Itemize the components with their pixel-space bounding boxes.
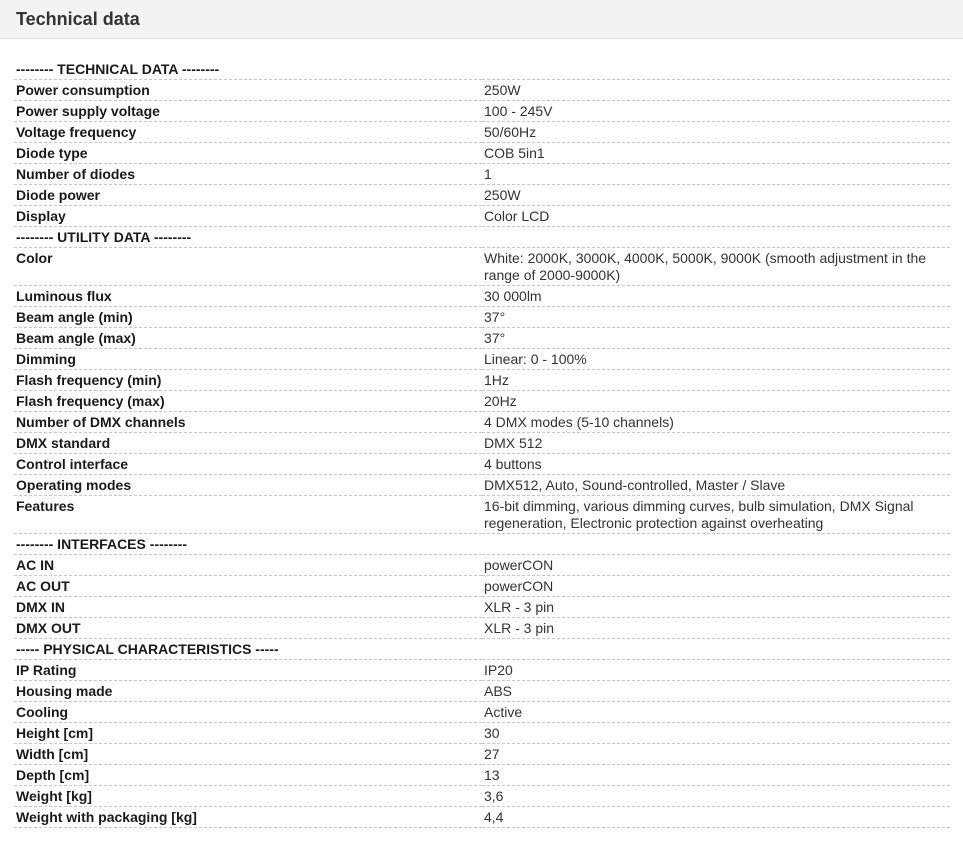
spec-value: 50/60Hz	[482, 122, 950, 143]
spec-value: 13	[482, 765, 950, 786]
spec-label: Operating modes	[14, 475, 482, 496]
table-row	[14, 660, 950, 681]
spec-label: Dimming	[14, 349, 482, 370]
spec-value: powerCON	[482, 576, 950, 597]
spec-label: Voltage frequency	[14, 122, 482, 143]
spec-value: Linear: 0 - 100%	[482, 349, 950, 370]
spec-value: Active	[482, 702, 950, 723]
spec-value: 100 - 245V	[482, 101, 950, 122]
section-heading: -------- UTILITY DATA --------	[14, 227, 950, 248]
spec-value: 30	[482, 723, 950, 744]
spec-label: Beam angle (max)	[14, 328, 482, 349]
spec-value: COB 5in1	[482, 143, 950, 164]
spec-label: AC OUT	[14, 576, 482, 597]
page-title: Technical data	[16, 9, 140, 29]
table-row	[14, 723, 950, 744]
spec-value: 250W	[482, 185, 950, 206]
spec-label: Depth [cm]	[14, 765, 482, 786]
table-row	[14, 681, 950, 702]
spec-value: White: 2000K, 3000K, 4000K, 5000K, 9000K (smooth adjustment in the range of 2000-9000K)	[482, 248, 950, 286]
table-row	[14, 807, 950, 828]
spec-label: Features	[14, 496, 482, 534]
table-row	[14, 391, 950, 412]
table-row	[14, 597, 950, 618]
spec-value: 3,6	[482, 786, 950, 807]
table-row	[14, 101, 950, 122]
spec-label: Cooling	[14, 702, 482, 723]
spec-label: Diode type	[14, 143, 482, 164]
table-row	[14, 248, 950, 286]
table-row	[14, 786, 950, 807]
spec-label: Weight [kg]	[14, 786, 482, 807]
table-row	[14, 702, 950, 723]
spec-value: DMX 512	[482, 433, 950, 454]
table-row	[14, 286, 950, 307]
table-row	[14, 433, 950, 454]
table-row	[14, 349, 950, 370]
table-row	[14, 618, 950, 639]
section-heading: -------- TECHNICAL DATA --------	[14, 59, 950, 80]
spec-label: Number of DMX channels	[14, 412, 482, 433]
spec-label: DMX IN	[14, 597, 482, 618]
spec-value: 4 buttons	[482, 454, 950, 475]
table-row	[14, 185, 950, 206]
spec-value: Color LCD	[482, 206, 950, 227]
spec-label: DMX OUT	[14, 618, 482, 639]
section-header	[0, 0, 963, 39]
spec-value: 1	[482, 164, 950, 185]
spec-value: 37°	[482, 307, 950, 328]
spec-value: ABS	[482, 681, 950, 702]
table-row	[14, 744, 950, 765]
table-row	[14, 475, 950, 496]
section-heading-row	[14, 227, 950, 248]
spec-label: Width [cm]	[14, 744, 482, 765]
section-heading: -------- INTERFACES --------	[14, 534, 950, 555]
table-row	[14, 328, 950, 349]
spec-label: DMX standard	[14, 433, 482, 454]
section-heading-row	[14, 639, 950, 660]
table-row	[14, 454, 950, 475]
table-row	[14, 576, 950, 597]
spec-value: DMX512, Auto, Sound-controlled, Master / Slave	[482, 475, 950, 496]
spec-value: 20Hz	[482, 391, 950, 412]
spec-value: 4,4	[482, 807, 950, 828]
table-row	[14, 164, 950, 185]
technical-data-table	[14, 59, 950, 828]
section-heading: ----- PHYSICAL CHARACTERISTICS -----	[14, 639, 950, 660]
spec-label: Flash frequency (max)	[14, 391, 482, 412]
section-heading-row	[14, 534, 950, 555]
spec-label: Housing made	[14, 681, 482, 702]
spec-label: Power consumption	[14, 80, 482, 101]
spec-label: AC IN	[14, 555, 482, 576]
spec-value: 250W	[482, 80, 950, 101]
spec-value: powerCON	[482, 555, 950, 576]
technical-data-body	[14, 59, 950, 828]
spec-label: Height [cm]	[14, 723, 482, 744]
spec-label: Color	[14, 248, 482, 286]
spec-value: 1Hz	[482, 370, 950, 391]
spec-value: 37°	[482, 328, 950, 349]
spec-label: Luminous flux	[14, 286, 482, 307]
spec-value: 30 000lm	[482, 286, 950, 307]
spec-label: Flash frequency (min)	[14, 370, 482, 391]
table-row	[14, 765, 950, 786]
table-row	[14, 370, 950, 391]
table-row	[14, 122, 950, 143]
spec-label: Power supply voltage	[14, 101, 482, 122]
spec-label: Beam angle (min)	[14, 307, 482, 328]
spec-value: IP20	[482, 660, 950, 681]
spec-value: 27	[482, 744, 950, 765]
table-row	[14, 412, 950, 433]
spec-label: Weight with packaging [kg]	[14, 807, 482, 828]
spec-value: XLR - 3 pin	[482, 618, 950, 639]
table-row	[14, 555, 950, 576]
spec-label: Diode power	[14, 185, 482, 206]
table-row	[14, 307, 950, 328]
spec-value: XLR - 3 pin	[482, 597, 950, 618]
table-row	[14, 80, 950, 101]
table-row	[14, 496, 950, 534]
spec-label: Control interface	[14, 454, 482, 475]
spec-label: IP Rating	[14, 660, 482, 681]
spec-label: Number of diodes	[14, 164, 482, 185]
table-row	[14, 143, 950, 164]
table-row	[14, 206, 950, 227]
spec-label: Display	[14, 206, 482, 227]
spec-value: 4 DMX modes (5-10 channels)	[482, 412, 950, 433]
spec-value: 16-bit dimming, various dimming curves, bulb simulation, DMX Signal regeneration, Electronic protection against overheating	[482, 496, 950, 534]
section-heading-row	[14, 59, 950, 80]
